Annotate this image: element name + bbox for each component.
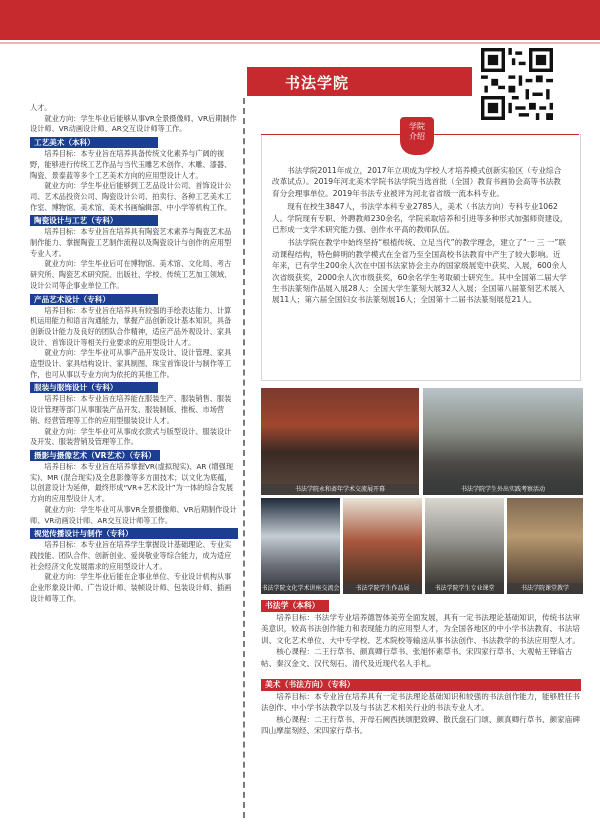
major-paragraph: 人才。 [30, 103, 52, 112]
column-divider [243, 98, 245, 818]
photo-caption: 书法学院学生作品展 [343, 583, 422, 594]
intro-paragraph: 书法学院2011年成立，2017年立项成为学校人才培养模式创新实验区（专业综合改革试点）。2019年河北美术学院书法学院当选首批（全国）教育书画协会高等书法教育分会理事单位。2019年书法专业被评为河北省省级一流本科专业。 [272, 166, 562, 198]
photo-4 [343, 498, 422, 594]
top-banner-bar [0, 0, 600, 40]
major-paragraph: 培养目标：本专业旨在培养具有较强的手绘表达能力、计算机运用能力和语言沟通能力，掌握产品创新设计基本知识，具备创新设计能力及良好的团队合作精神，适应产品外观设计、家具设计、首饰设计等相关行业要求的应用型设计人才。 [30, 305, 232, 347]
seal-line-1: 学院 [409, 122, 425, 131]
major-paragraph: 就业方向：学生毕业后可在博物馆、美术馆、文化局、考古研究所、陶瓷艺术研究院、出版社、学校、传统工艺加工领域、设计公司等企事业单位工作。 [30, 259, 232, 290]
photo-6 [507, 498, 583, 594]
major-paragraph: 培养目标：本专业旨在培养掌握VR(虚拟现实)、AR (增强现实)、MR (混合现实)及全息影像等多方面技术；以文化为底蕴，以创意设计为延伸，最终形成“VR+艺术设计”为一体的综合发展方向的应用型设计人才。 [30, 461, 234, 504]
photo-caption: 书法学院永和斋年学术交流展开幕 [261, 484, 419, 495]
major-paragraph: 培养目标：本专业旨在培养具有一定书法理论基础知识和较强的书法创作能力，能够胜任书法创作、中小学书法教学以及与书法艺术相关行业的书法专业人才。 [261, 692, 580, 713]
major-paragraph: 就业方向：学生毕业后能够从事VR全景摄像师、VR后期制作设计师、VR动画设计师、AR交互设计师等工作。 [30, 113, 237, 134]
photo-5 [425, 498, 504, 594]
major-title-tag: 陶瓷设计与工艺（专科） [30, 215, 158, 226]
major-title-tag: 书法学（本科） [261, 600, 329, 612]
photo-caption: 书法学院学生外出实践考察活动 [423, 484, 583, 495]
major-title-tag: 服装与服饰设计（专科） [30, 382, 158, 393]
photo-2 [423, 388, 583, 495]
major-paragraph: 核心课程：二王行草书、开母石阙西狭颂肥致碑、散氏盘石门颂、颜真卿行草书、颜家庙碑四山摩崖刻经、宋四家行草书。 [261, 714, 580, 736]
intro-paragraph: 书法学院在教学中始终坚持“根植传统、立足当代”的教学理念，建立了“一 三 一”联动课程结构，特色鲜明的教学模式在全省乃至全国高校书法教育中产生了较大影响。近年来，已有学生200余人次在中国书法家协会主办的国家级展览中获奖、入展，600余人次省级获奖，2000余人次市级获奖，60余名学生考取硕士研究生。其中全国第二届大学生书法篆刻作品展入展28人；全国大学生篆刻大展32人入展；全国第八届篆刻艺术展入展11人；第六届全国妇女书法篆刻展16人；全国第十二届书法篆刻展览21人。 [272, 238, 567, 305]
major-section [261, 600, 581, 669]
photo-caption: 书法学院文化学术讲座交流会 [261, 585, 340, 592]
major-paragraph: 核心课程：二王行草书、颜真卿行草书、张旭怀素草书、宋四家行草书、大观帖王铎临古帖、秦汉金文、汉代刻石、清代及近现代名人手札。 [261, 647, 573, 668]
major-paragraph: 就业方向：学生毕业可从事产品开发设计、设计管理、家具造型设计、家具结构设计、家具制图、珠宝首饰设计与制作等工作，也可从事以专业方向为依托的其他工作。 [30, 348, 232, 379]
major-paragraph: 就业方向：学生毕业后能够到工艺品设计公司、首饰设计公司、艺术品投资公司、陶瓷设计公司、拍卖行、各种工艺美术工作室、博物馆、美术馆、美术书画编辑部、中小学等机构工作。 [30, 181, 232, 212]
major-sections [261, 600, 581, 747]
major-paragraph: 就业方向：学生毕业可从事成衣款式与版型设计、服装设计及开发、服装营销及管理等工作。 [30, 426, 232, 447]
photo-3 [261, 498, 340, 594]
major-title-tag: 工艺美术（本科） [30, 137, 158, 148]
seal-line-2: 介绍 [409, 132, 425, 141]
major-paragraph: 就业方向：学生毕业可从事VR全景摄像师、VR后期制作设计师、VR动画设计师、AR交互设计师等工作。 [30, 504, 237, 525]
left-column [30, 103, 238, 604]
major-paragraph: 就业方向：学生毕业后能在企事业单位、专业设计机构从事企业形象设计师、广告设计师、装帧设计师、包装设计师、插画设计师等工作。 [30, 572, 232, 603]
photo-caption: 书法学院学生专业课堂 [425, 583, 504, 594]
photo-caption: 书法学院课堂教学 [507, 583, 583, 594]
intro-paragraph: 现有在校生3847人，书法学本科专业2785人，美术（书法方向）专科专业1062人。学院现有专职、外聘教师230余名，学院采取培养和引进等多种形式加强师资建设，已形成一支学术研究能力强、创作水平高的教师队伍。 [272, 202, 568, 235]
college-intro-seal [400, 117, 434, 155]
intro-text [272, 165, 568, 308]
major-title-tag: 产品艺术设计（专科） [30, 294, 158, 305]
qr-code-icon [481, 48, 553, 120]
major-title-tag: 视觉传播设计与制作（专科） [30, 528, 238, 539]
section-banner [247, 67, 472, 96]
major-paragraph: 培养目标：本专业旨在培养具备传统文化素养与广阔的视野，能够进行传统工艺作品与当代玉雕艺术创作、木雕、漆器、陶瓷、景泰蓝等多个工艺美术方向的应用型设计人才。 [30, 149, 232, 180]
photo-grid [261, 388, 583, 594]
major-paragraph: 培养目标：书法学专业培养德智体美劳全面发展，具有一定书法理论基础知识，传统书法审美意识，较高书法创作能力和表现能力的应用型人才，为全国各地区的中小学书法教育、书法培训、文化艺术单位、大中专学校、艺术院校等输送从事书法创作、书法教学的书法应用型人才。 [261, 613, 580, 645]
major-paragraph: 培养目标：本专业旨在培养能在服装生产、服装销售、服装设计管理等部门从事服装产品开发、服装制版、推板、市场营销、经营管理等工作的应用型服装设计人才。 [30, 394, 232, 425]
section-title: 书法学院 [285, 74, 350, 92]
major-paragraph: 培养目标：本专业旨在培养学生掌握设计基础理论、专业实践技能、团队合作、创新创业、爱岗敬业等综合能力，成为适应社会经济文化发展需求的应用型设计人才。 [30, 540, 232, 571]
major-title-tag: 美术（书法方向）（专科） [261, 679, 581, 691]
major-title-tag: 摄影与摄像艺术（VR艺术）（专科） [30, 450, 160, 461]
major-section [261, 679, 581, 737]
photo-1 [261, 388, 419, 495]
major-paragraph: 培养目标：本专业旨在培养具有陶瓷艺术素养与陶瓷艺术品制作能力、掌握陶瓷工艺制作流程以及陶瓷设计与创作的应用型专业人才。 [30, 227, 232, 258]
qr-code[interactable] [481, 48, 553, 120]
